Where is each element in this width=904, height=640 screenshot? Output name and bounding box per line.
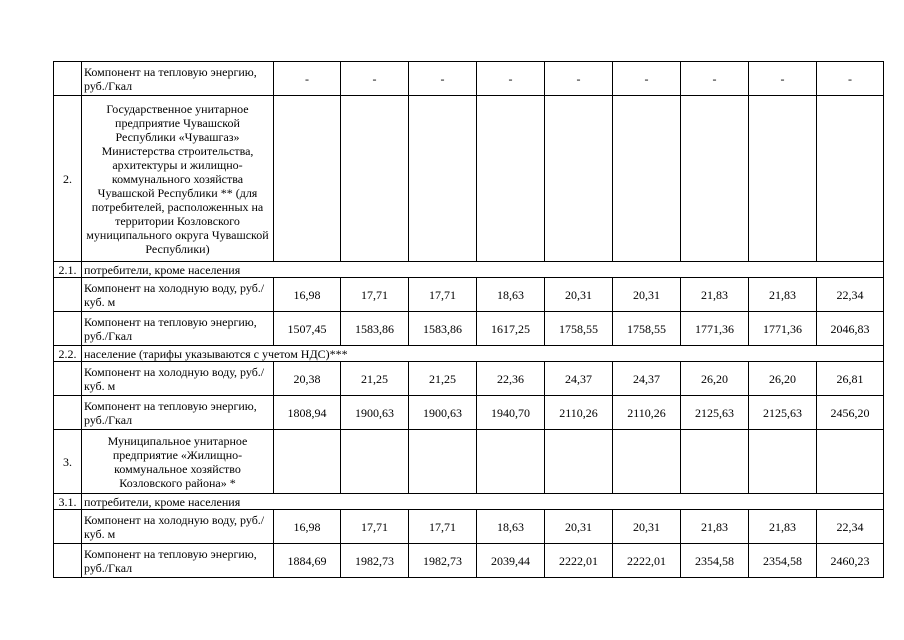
tariff-value: - <box>341 62 409 96</box>
row-index: 3. <box>54 430 82 494</box>
section-label: потребители, кроме населения <box>82 262 884 278</box>
tariff-value: 2110,26 <box>613 396 681 430</box>
tariff-value: 26,20 <box>681 362 749 396</box>
table-row-section <box>54 494 884 510</box>
tariff-value: 1982,73 <box>341 544 409 578</box>
row-index <box>54 278 82 312</box>
tariff-value: - <box>477 62 545 96</box>
tariff-value: 21,25 <box>341 362 409 396</box>
tariff-value: - <box>274 62 341 96</box>
tariff-value: 16,98 <box>274 278 341 312</box>
tariff-value: 1583,86 <box>341 312 409 346</box>
table-row-heat-component <box>54 396 884 430</box>
tariff-value: 21,83 <box>749 278 817 312</box>
tariff-value: 1900,63 <box>409 396 477 430</box>
tariff-value: 2222,01 <box>613 544 681 578</box>
tariff-value: 1940,70 <box>477 396 545 430</box>
table-row-section <box>54 346 884 362</box>
tariff-value: 20,31 <box>613 278 681 312</box>
tariff-value: - <box>613 62 681 96</box>
row-index <box>54 312 82 346</box>
tariff-value: 18,63 <box>477 510 545 544</box>
tariff-value: 1884,69 <box>274 544 341 578</box>
tariff-value: 2354,58 <box>749 544 817 578</box>
tariff-value: 16,98 <box>274 510 341 544</box>
tariff-value: 2460,23 <box>817 544 884 578</box>
row-index <box>54 510 82 544</box>
tariff-value: 1507,45 <box>274 312 341 346</box>
tariff-value: 17,71 <box>409 278 477 312</box>
tariff-table <box>53 61 884 578</box>
tariff-value: - <box>749 62 817 96</box>
organization-name: Муниципальное унитарное предприятие «Жилищно-коммунальное хозяйство Козловского района» * <box>82 430 274 494</box>
row-label: Компонент на холодную воду, руб./куб. м <box>82 278 274 312</box>
tariff-value: 17,71 <box>341 510 409 544</box>
tariff-value: 2125,63 <box>681 396 749 430</box>
tariff-value: 1583,86 <box>409 312 477 346</box>
row-label: Компонент на холодную воду, руб./куб. м <box>82 362 274 396</box>
table-row-organization <box>54 96 884 262</box>
tariff-value: 1808,94 <box>274 396 341 430</box>
table-row-organization <box>54 430 884 494</box>
tariff-value: 22,34 <box>817 510 884 544</box>
tariff-value: 20,38 <box>274 362 341 396</box>
row-index: 3.1. <box>54 494 82 510</box>
tariff-value: - <box>545 62 613 96</box>
tariff-value: 20,31 <box>545 278 613 312</box>
table-row-water-component <box>54 278 884 312</box>
row-label: Компонент на тепловую энергию, руб./Гкал <box>82 62 274 96</box>
row-index: 2.2. <box>54 346 82 362</box>
tariff-value: - <box>817 62 884 96</box>
tariff-value: 20,31 <box>545 510 613 544</box>
section-label: потребители, кроме населения <box>82 494 884 510</box>
tariff-value: 20,31 <box>613 510 681 544</box>
tariff-value: 1758,55 <box>613 312 681 346</box>
row-index <box>54 362 82 396</box>
tariff-value: 1982,73 <box>409 544 477 578</box>
tariff-value: 2110,26 <box>545 396 613 430</box>
row-label: Компонент на тепловую энергию, руб./Гкал <box>82 312 274 346</box>
table-row-water-component <box>54 510 884 544</box>
table-row-water-component <box>54 362 884 396</box>
tariff-value: 21,25 <box>409 362 477 396</box>
row-index: 2.1. <box>54 262 82 278</box>
row-index: 2. <box>54 96 82 262</box>
tariff-value: 1771,36 <box>681 312 749 346</box>
tariff-value: 2222,01 <box>545 544 613 578</box>
row-index <box>54 62 82 96</box>
section-label: население (тарифы указываются с учетом НДС)*** <box>82 346 884 362</box>
row-label: Компонент на тепловую энергию, руб./Гкал <box>82 396 274 430</box>
tariff-value: 1758,55 <box>545 312 613 346</box>
tariff-value: 2125,63 <box>749 396 817 430</box>
tariff-value: 21,83 <box>681 510 749 544</box>
tariff-value: 1771,36 <box>749 312 817 346</box>
organization-name: Государственное унитарное предприятие Чувашской Республики «Чувашгаз» Министерства строительства, архитектуры и жилищно-коммунального хозяйства Чувашской Республики ** (для потребителей, расположенных на территории Козловского муниципального округа Чувашской Республики) <box>82 96 274 262</box>
tariff-value: 22,34 <box>817 278 884 312</box>
tariff-value: 26,20 <box>749 362 817 396</box>
row-index <box>54 544 82 578</box>
tariff-value: 2354,58 <box>681 544 749 578</box>
tariff-value: - <box>681 62 749 96</box>
tariff-value: 24,37 <box>545 362 613 396</box>
tariff-value: 26,81 <box>817 362 884 396</box>
tariff-value: 24,37 <box>613 362 681 396</box>
table-row-section <box>54 262 884 278</box>
tariff-value: 1617,25 <box>477 312 545 346</box>
row-label: Компонент на холодную воду, руб./куб. м <box>82 510 274 544</box>
row-index <box>54 396 82 430</box>
tariff-value: 18,63 <box>477 278 545 312</box>
table-row-heat-component <box>54 312 884 346</box>
table-row-heat-component <box>54 62 884 96</box>
tariff-value: 21,83 <box>681 278 749 312</box>
tariff-value: 17,71 <box>341 278 409 312</box>
tariff-value: 2039,44 <box>477 544 545 578</box>
tariff-value: 21,83 <box>749 510 817 544</box>
tariff-value: 2456,20 <box>817 396 884 430</box>
table-row-heat-component <box>54 544 884 578</box>
tariff-value: - <box>409 62 477 96</box>
tariff-value: 2046,83 <box>817 312 884 346</box>
tariff-value: 17,71 <box>409 510 477 544</box>
tariff-value: 1900,63 <box>341 396 409 430</box>
tariff-value: 22,36 <box>477 362 545 396</box>
row-label: Компонент на тепловую энергию, руб./Гкал <box>82 544 274 578</box>
